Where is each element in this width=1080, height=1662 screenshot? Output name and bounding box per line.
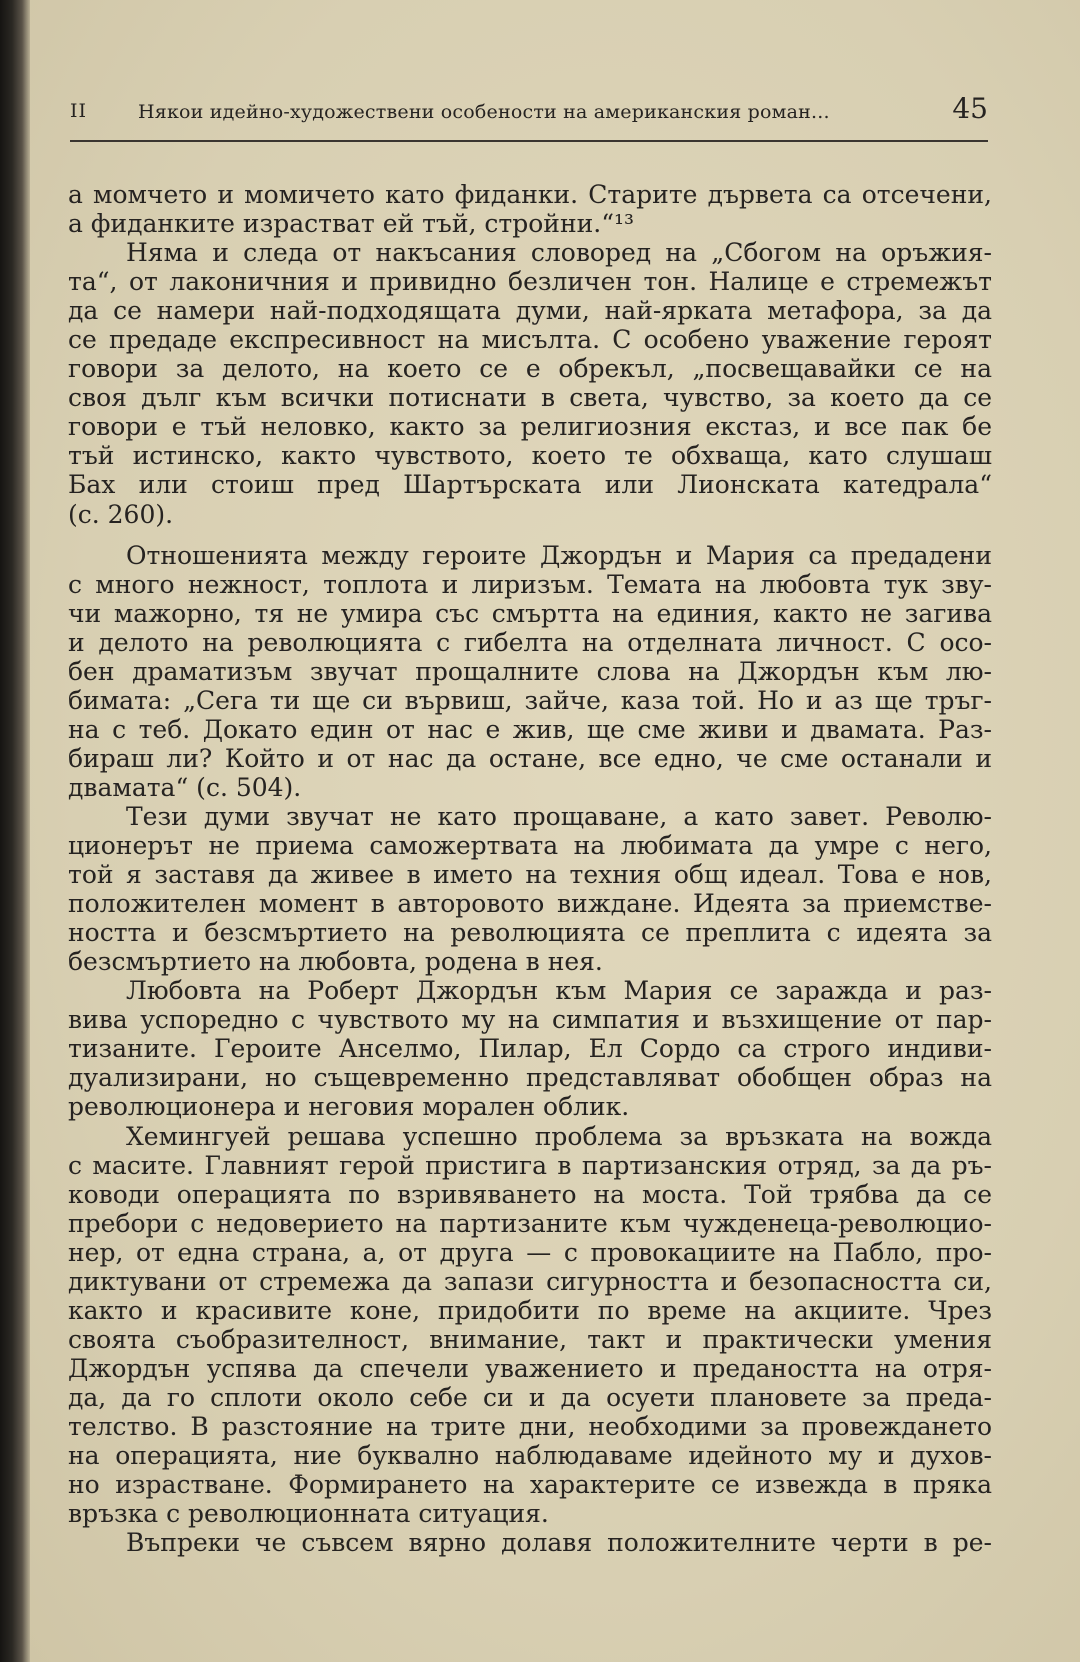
text-line: дуализирани, но същевременно представляват обобщен образ на xyxy=(68,1063,992,1093)
text-line: своята съобразителност, внимание, такт и практически умения xyxy=(68,1324,992,1354)
text-line: чи мажорно, тя не умира със смъртта на единия, както не загива xyxy=(68,598,992,628)
text-line: Няма и следа от накъсания словоред на „Сбогом на оръжия- xyxy=(126,238,992,268)
text-line: се предаде експресивност на мисълта. С особено уважение героят xyxy=(68,325,992,355)
text-line: безсмъртието на любовта, родена в нея. xyxy=(68,947,603,977)
text-line: с масите. Главният герой пристига в партизанския отряд, за да ръ- xyxy=(68,1150,992,1180)
text-line: връзка с революционната ситуация. xyxy=(68,1499,549,1529)
running-title: Някои идейно-художествени особености на американския роман... xyxy=(138,101,830,123)
text-line: говори за делото, на което се е обрекъл, „посвещавайки се на xyxy=(68,354,992,384)
text-line: ността и безсмъртието на революцията се преплита с идеята за xyxy=(68,918,992,948)
text-line: бен драматизъм звучат прощалните слова на Джордън към лю- xyxy=(68,656,992,686)
book-spine-shadow xyxy=(0,0,30,1662)
book-page xyxy=(30,0,1080,1662)
chapter-number: II xyxy=(70,100,88,122)
text-line: бираш ли? Който и от нас да остане, все едно, че сме останали и xyxy=(68,743,992,773)
text-line: на с теб. Докато един от нас е жив, ще сме живи и двамата. Раз- xyxy=(68,714,992,744)
text-line: бимата: „Сега ти ще си вървиш, зайче, каза той. Но и аз ще тръг- xyxy=(68,685,992,715)
text-line: диктувани от стремежа да запази сигурността и безопасността си, xyxy=(68,1266,992,1296)
text-line: а момчето и момичето като фиданки. Старите дървета са отсечени, xyxy=(68,180,992,209)
text-line: а фиданките израстват ей тъй, стройни.“¹³ xyxy=(68,209,635,239)
text-line: да се намери най-подходящата думи, най-ярката метафора, за да xyxy=(68,296,992,326)
text-line: та“, от лаконичния и привидно безличен тон. Налице е стремежът xyxy=(68,267,992,297)
text-line: вива успоредно с чувството му на симпатия и възхищение от пар- xyxy=(68,1005,992,1035)
text-line: двамата“ (с. 504). xyxy=(68,772,302,802)
text-line: и делото на революцията с гибелта на отделната личност. С осо- xyxy=(68,627,992,657)
text-line: ционерът не приема саможертвата на любимата да умре с него, xyxy=(68,831,992,861)
text-line: телство. В разстояние на трите дни, необходими за провеждането xyxy=(68,1411,992,1441)
text-line: на операцията, ние буквално наблюдаваме идейното му и духов- xyxy=(68,1441,992,1471)
text-line: с много нежност, топлота и лиризъм. Темата на любовта тук зву- xyxy=(68,569,992,599)
text-line: говори е тъй неловко, както за религиозния екстаз, и все пак бе xyxy=(68,412,992,442)
text-line: Отношенията между героите Джордън и Мария са предадени xyxy=(126,540,992,570)
text-line: своя дълг към всички потиснати в света, чувство, за което да се xyxy=(68,383,992,413)
body-text xyxy=(68,180,992,1557)
text-line: Любовта на Роберт Джордън към Мария се заражда и раз- xyxy=(126,976,992,1006)
text-line: пребори с недоверието на партизаните към чужденеца-революцио- xyxy=(68,1208,992,1238)
text-line: ководи операцията по взривяването на моста. Той трябва да се xyxy=(68,1179,992,1209)
text-line: Хемингуей решава успешно проблема за връзката на вожда xyxy=(126,1121,992,1151)
text-line: положителен момент в авторовото виждане. Идеята за приемстве- xyxy=(68,889,992,919)
text-line: но израстване. Формирането на характерите се извежда в пряка xyxy=(68,1470,992,1500)
text-line: Джордън успява да спечели уважението и предаността на отря- xyxy=(68,1353,992,1383)
text-line: революционера и неговия моралeн облик. xyxy=(68,1092,630,1122)
text-line: тизаните. Героите Анселмо, Пилар, Ел Сордо са строго индиви- xyxy=(68,1034,992,1064)
page-number: 45 xyxy=(952,92,988,125)
text-line: той я заставя да живее в името на техния общ идеал. Това е нов, xyxy=(68,860,992,890)
header-rule xyxy=(70,140,988,142)
text-line: Бах или стоиш пред Шартърската или Лионската катедрала“ xyxy=(68,470,992,500)
text-line: Въпреки че съвсем вярно долавя положителните черти в ре- xyxy=(126,1528,992,1558)
text-line: нер, от една страна, а, от друга — с провокациите на Пабло, про- xyxy=(68,1237,992,1267)
text-line: да, да го сплоти около себе си и да осуети плановете за преда- xyxy=(68,1382,992,1412)
text-line: тъй истинско, както чувството, което те обхваща, като слушаш xyxy=(68,441,992,471)
running-header xyxy=(70,92,988,132)
text-line: както и красивите коне, придобити по време на акциите. Чрез xyxy=(68,1295,992,1325)
text-line: Тези думи звучат не като прощаване, а като завет. Револю- xyxy=(126,801,992,831)
text-line: (с. 260). xyxy=(68,499,174,529)
